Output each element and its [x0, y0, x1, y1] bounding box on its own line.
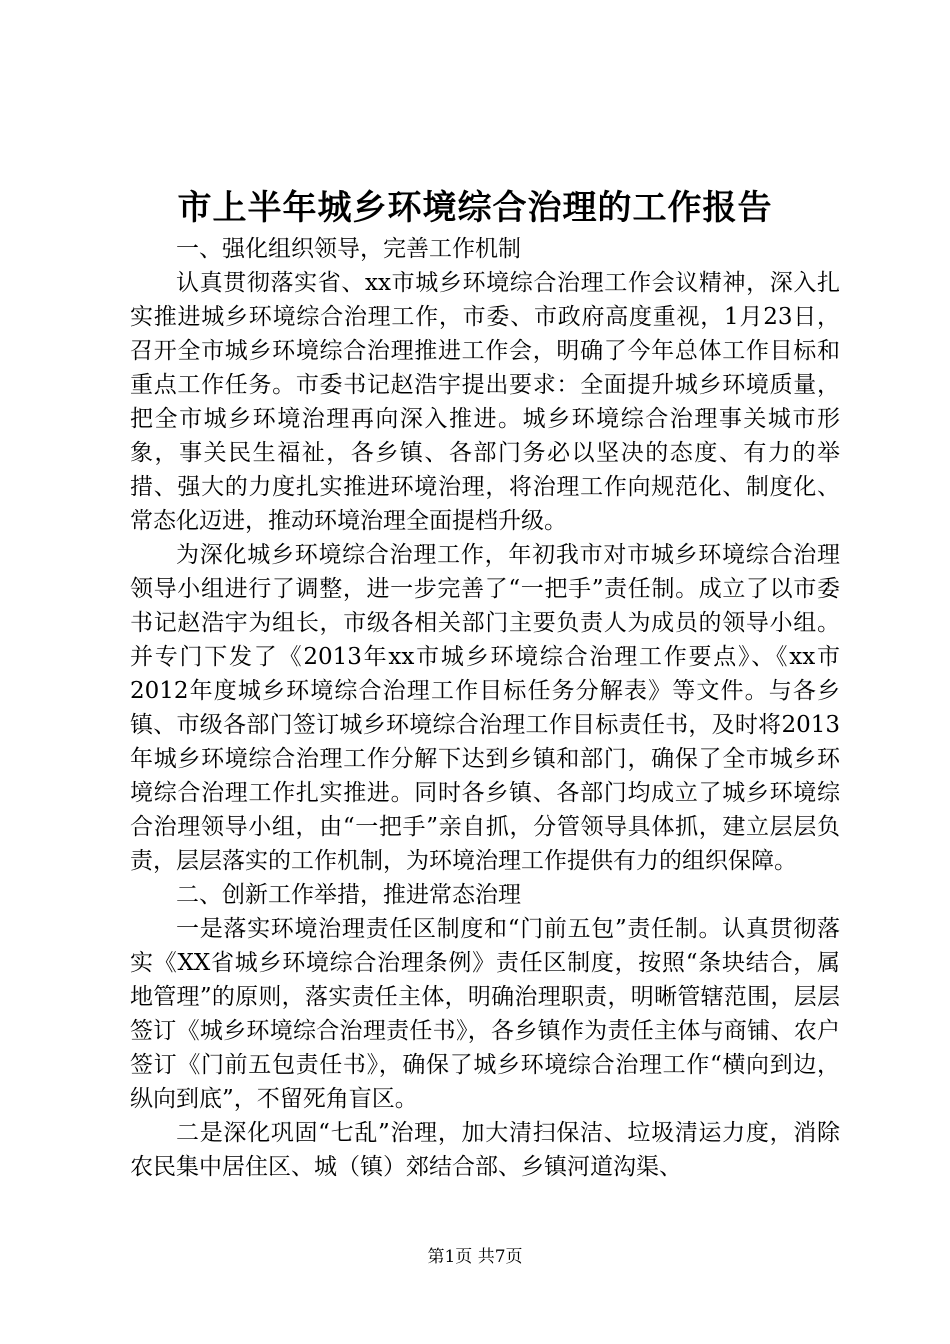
section-heading-2: 二、创新工作举措，推进常态治理	[176, 882, 521, 908]
document-title: 市上半年城乡环境综合治理的工作报告	[177, 188, 773, 228]
paragraph: 二是深化巩固“七乱”治理，加大清扫保洁、垃圾清运力度，消除农民集中居住区、城（镇）郊结合部、乡镇河道沟渠、	[130, 1120, 840, 1180]
paragraph: 为深化城乡环境综合治理工作，年初我市对市城乡环境综合治理领导小组进行了调整，进一步完善了“一把手”责任制。成立了以市委书记赵浩宇为组长，市级各相关部门主要负责人为成员的领导小组。并专门下发了《2013年xx市城乡环境综合治理工作要点》、《xx市2012年度城乡环境综合治理工作目标任务分解表》等文件。与各乡镇、市级各部门签订城乡环境综合治理工作目标责任书，及时将2013年城乡环境综合治理工作分解下达到乡镇和部门，确保了全市城乡环境综合治理工作扎实推进。同时各乡镇、各部门均成立了城乡环境综合治理领导小组，由“一把手”亲自抓，分管领导具体抓，建立层层负责，层层落实的工作机制，为环境治理工作提供有力的组织保障。	[130, 542, 840, 874]
paragraph: 认真贯彻落实省、xx市城乡环境综合治理工作会议精神，深入扎实推进城乡环境综合治理工作，市委、市政府高度重视，1月23日，召开全市城乡环境综合治理推进工作会，明确了今年总体工作目标和重点工作任务。市委书记赵浩宇提出要求：全面提升城乡环境质量，把全市城乡环境治理再向深入推进。城乡环境综合治理事关城市形象，事关民生福祉，各乡镇、各部门务必以坚决的态度、有力的举措、强大的力度扎实推进环境治理，将治理工作向规范化、制度化、常态化迈进，推动环境治理全面提档升级。	[130, 270, 840, 534]
section-heading-1: 一、强化组织领导，完善工作机制	[176, 236, 521, 262]
document-body	[130, 232, 840, 1184]
page-footer: 第1页 共7页	[427, 1247, 523, 1267]
paragraph: 一是落实环境治理责任区制度和“门前五包”责任制。认真贯彻落实《XX省城乡环境综合治理条例》责任区制度，按照“条块结合，属地管理”的原则，落实责任主体，明确治理职责，明晰管辖范围，层层签订《城乡环境综合治理责任书》，各乡镇作为责任主体与商铺、农户签订《门前五包责任书》，确保了城乡环境综合治理工作“横向到边，纵向到底”，不留死角盲区。	[130, 916, 840, 1112]
